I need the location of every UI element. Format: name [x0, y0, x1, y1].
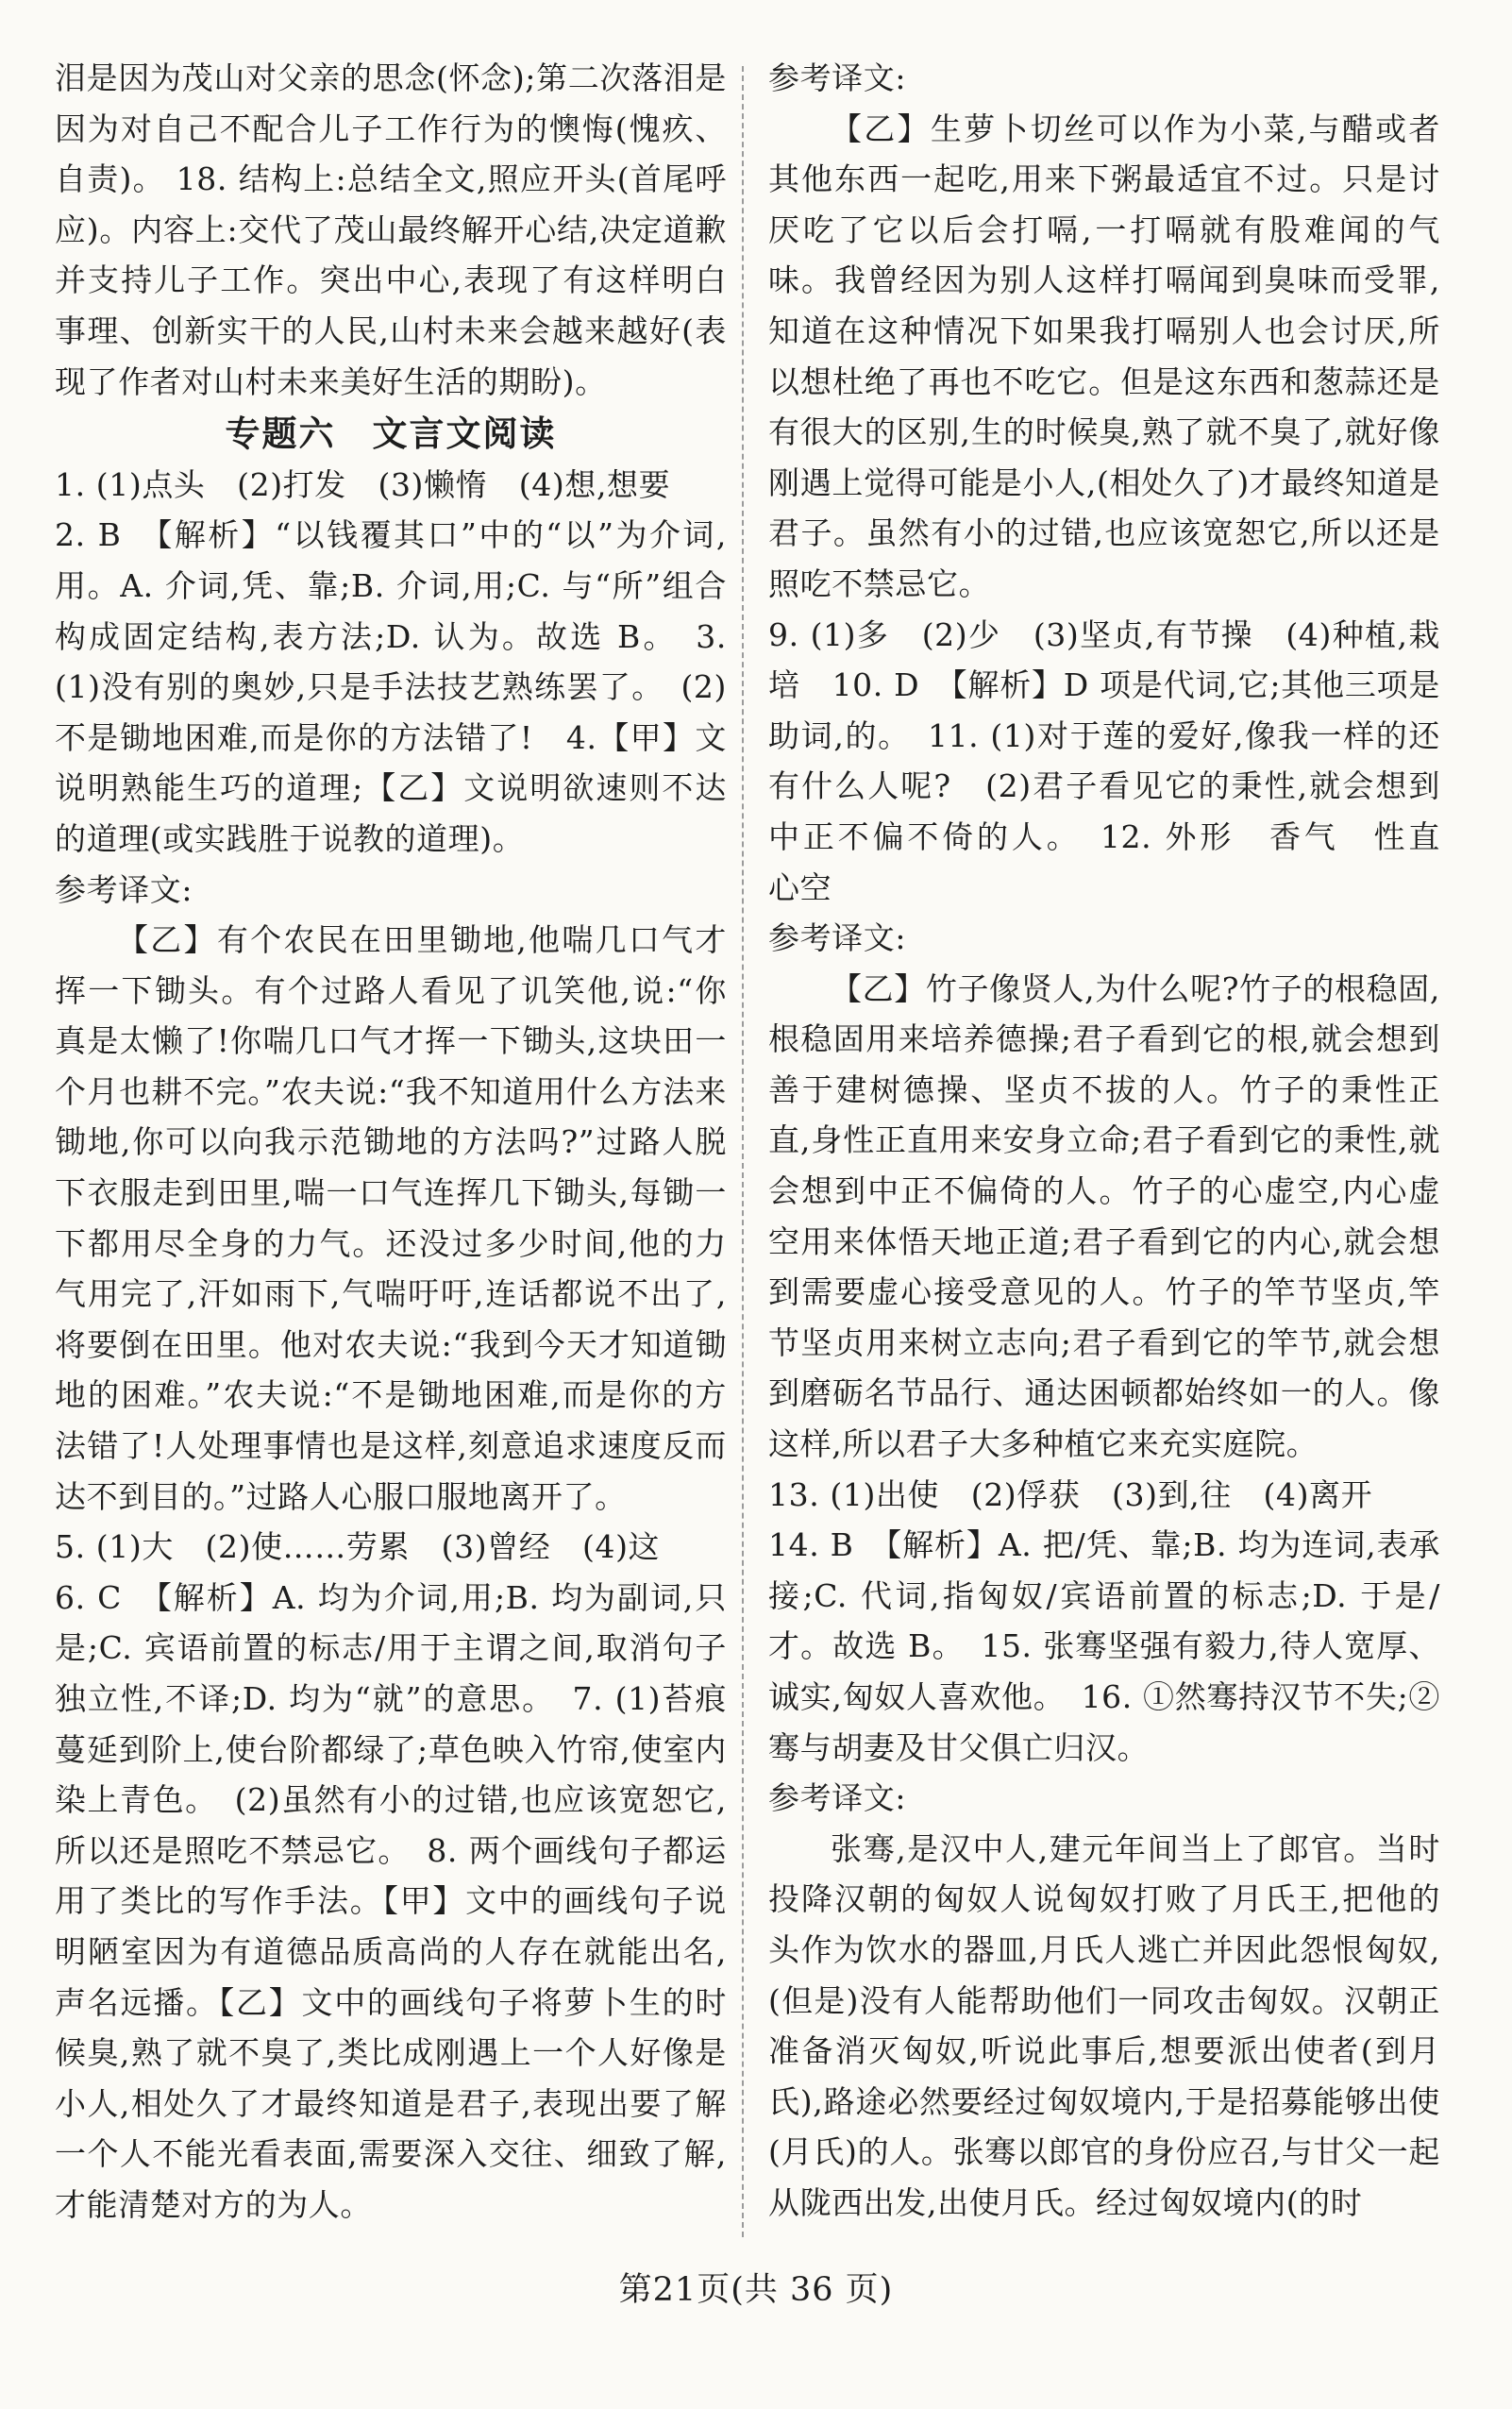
right-paragraph-9: 张骞,是汉中人,建元年间当上了郎官。当时投降汉朝的匈奴人说匈奴打败了月氏王,把他的头作为饮水的器皿,月氏人逃亡并因此怨恨匈奴,(但是)没有人能帮助他们一同攻击匈奴。汉朝正准备消灭匈奴,听说此事后,想要派出使者(到月氏),路途必然要经过匈奴境内,于是招募能够出使(月氏)的人。张骞以郎官的身份应召,与甘父一起从陇西出发,出使月氏。经过匈奴境内(的时: [768, 1829, 1440, 2221]
left-paragraph-8: 6. C 【解析】A. 均为介词,用;B. 均为副词,只是;C. 宾语前置的标志/用于主谓之间,取消句子独立性,不译;D. 均为“就”的意思。 7. (1)苔痕蔓延到阶上,使台阶都绿了;草色映入竹帘,使室内染上青色。 (2)虽然有小的过错,也应该宽恕它,所以还是照吃不禁忌它。 8. 两个画线句子都运用了类比的写作手法。【甲】文中的画线句子说明陋室因为有道德品质高尚的人存在就能出名,声名远播。【乙】文中的画线句子将萝卜生的时候臭,熟了就不臭了,类比成刚遇上一个人好像是小人,相处久了才最终知道是君子,表现出要了解一个人不能光看表面,需要深入交往、细致了解,才能清楚对方的为人。: [55, 1578, 727, 2223]
right-paragraph-6: 13. (1)出使 (2)俘获 (3)到,往 (4)离开: [768, 1475, 1373, 1513]
right-paragraph-2: 【乙】生萝卜切丝可以作为小菜,与醋或者其他东西一起吃,用来下粥最适宜不过。只是讨厌吃了它以后会打嗝,一打嗝就有股难闻的气味。我曾经因为别人这样打嗝闻到臭味而受罪,知道在这种情况下如果我打嗝别人也会讨厌,所以想杜绝了再也不吃它。但是这东西和葱蒜还是有很大的区别,生的时候臭,熟了就不臭了,就好像刚遇上觉得可能是小人,(相处久了)才最终知道是君子。虽然有小的过错,也应该宽恕它,所以还是照吃不禁忌它。: [768, 110, 1440, 602]
left-paragraph-6: 【乙】有个农民在田里锄地,他喘几口气才挥一下锄头。有个过路人看见了讥笑他,说:“你真是太懒了!你喘几口气才挥一下锄头,这块田一个月也耕不完。”农夫说:“我不知道用什么方法来锄地,你可以向我示范锄地的方法吗?”过路人脱下衣服走到田里,喘一口气连挥几下锄头,每锄一下都用尽全身的力气。还没过多少时间,他的力气用完了,汗如雨下,气喘吁吁,连话都说不出了,将要倒在田里。他对农夫说:“我到今天才知道锄地的困难。”农夫说:“不是锄地困难,而是你的方法错了!人处理事情也是这样,刻意追求速度反而达不到目的。”过路人心服口服地离开了。: [55, 921, 727, 1515]
left-column: [55, 53, 727, 2231]
column-divider: [742, 66, 744, 2237]
right-paragraph-8: 参考译文:: [768, 1779, 907, 1817]
left-paragraph-5: 参考译文:: [55, 870, 193, 908]
right-paragraph-3: 9. (1)多 (2)少 (3)坚贞,有节操 (4)种植,栽培 10. D 【解析】D 项是代词,它;其他三项是助词,的。 11. (1)对于莲的爱好,像我一样的还有什么人呢? (2)君子看见它的秉性,就会想到中正不偏不倚的人。 12. 外形 香气 性直 心空: [768, 615, 1472, 906]
left-paragraph-4: 2. B 【解析】“以钱覆其口”中的“以”为介词,用。A. 介词,凭、靠;B. 介词,用;C. 与“所”组合构成固定结构,表方法;D. 认为。故选 B。 3. (1)没有别的奥妙,只是手法技艺熟练罢了。 (2)不是锄地困难,而是你的方法错了! 4.【甲】文说明熟能生巧的道理;【乙】文说明欲速则不达的道理(或实践胜于说教的道理)。: [55, 516, 727, 857]
section-heading: 专题六 文言文阅读: [225, 413, 557, 455]
left-paragraph-3: 1. (1)点头 (2)打发 (3)懒惰 (4)想,想要: [55, 465, 671, 503]
right-paragraph-4: 参考译文:: [768, 919, 907, 957]
right-paragraph-7: 14. B 【解析】A. 把/凭、靠;B. 均为连词,表承接;C. 代词,指匈奴/宾语前置的标志;D. 于是/才。故选 B。 15. 张骞坚强有毅力,待人宽厚、诚实,匈奴人喜欢他。 16. ①然骞持汉节不失;②骞与胡妻及甘父俱亡归汉。: [768, 1526, 1440, 1766]
right-paragraph-5: 【乙】竹子像贤人,为什么呢?竹子的根稳固,根稳固用来培养德操;君子看到它的根,就会想到善于建树德操、坚贞不拔的人。竹子的秉性正直,身性正直用来安身立命;君子看到它的秉性,就会想到中正不偏倚的人。竹子的心虚空,内心虚空用来体悟天地正道;君子看到它的内心,就会想到需要虚心接受意见的人。竹子的竿节坚贞,竿节坚贞用来树立志向;君子看到它的竿节,就会想到磨砺名节品行、通达困顿都始终如一的人。像这样,所以君子大多种植它来充实庭院。: [768, 969, 1440, 1463]
left-paragraph-7: 5. (1)大 (2)使……劳累 (3)曾经 (4)这: [55, 1528, 661, 1566]
right-paragraph-1: 参考译文:: [768, 59, 907, 96]
left-paragraph-1: 泪是因为茂山对父亲的思念(怀念);第二次落泪是因为对自己不配合儿子工作行为的懊悔(愧疚、自责)。 18. 结构上:总结全文,照应开头(首尾呼应)。内容上:交代了茂山最终解开心结,决定道歉并支持儿子工作。突出中心,表现了有这样明白事理、创新实干的人民,山村未来会越来越好(表现了作者对山村未来美好生活的期盼)。: [55, 59, 727, 400]
page-footer: 第21页(共 36 页): [618, 2271, 894, 2309]
right-column: [768, 53, 1472, 2229]
